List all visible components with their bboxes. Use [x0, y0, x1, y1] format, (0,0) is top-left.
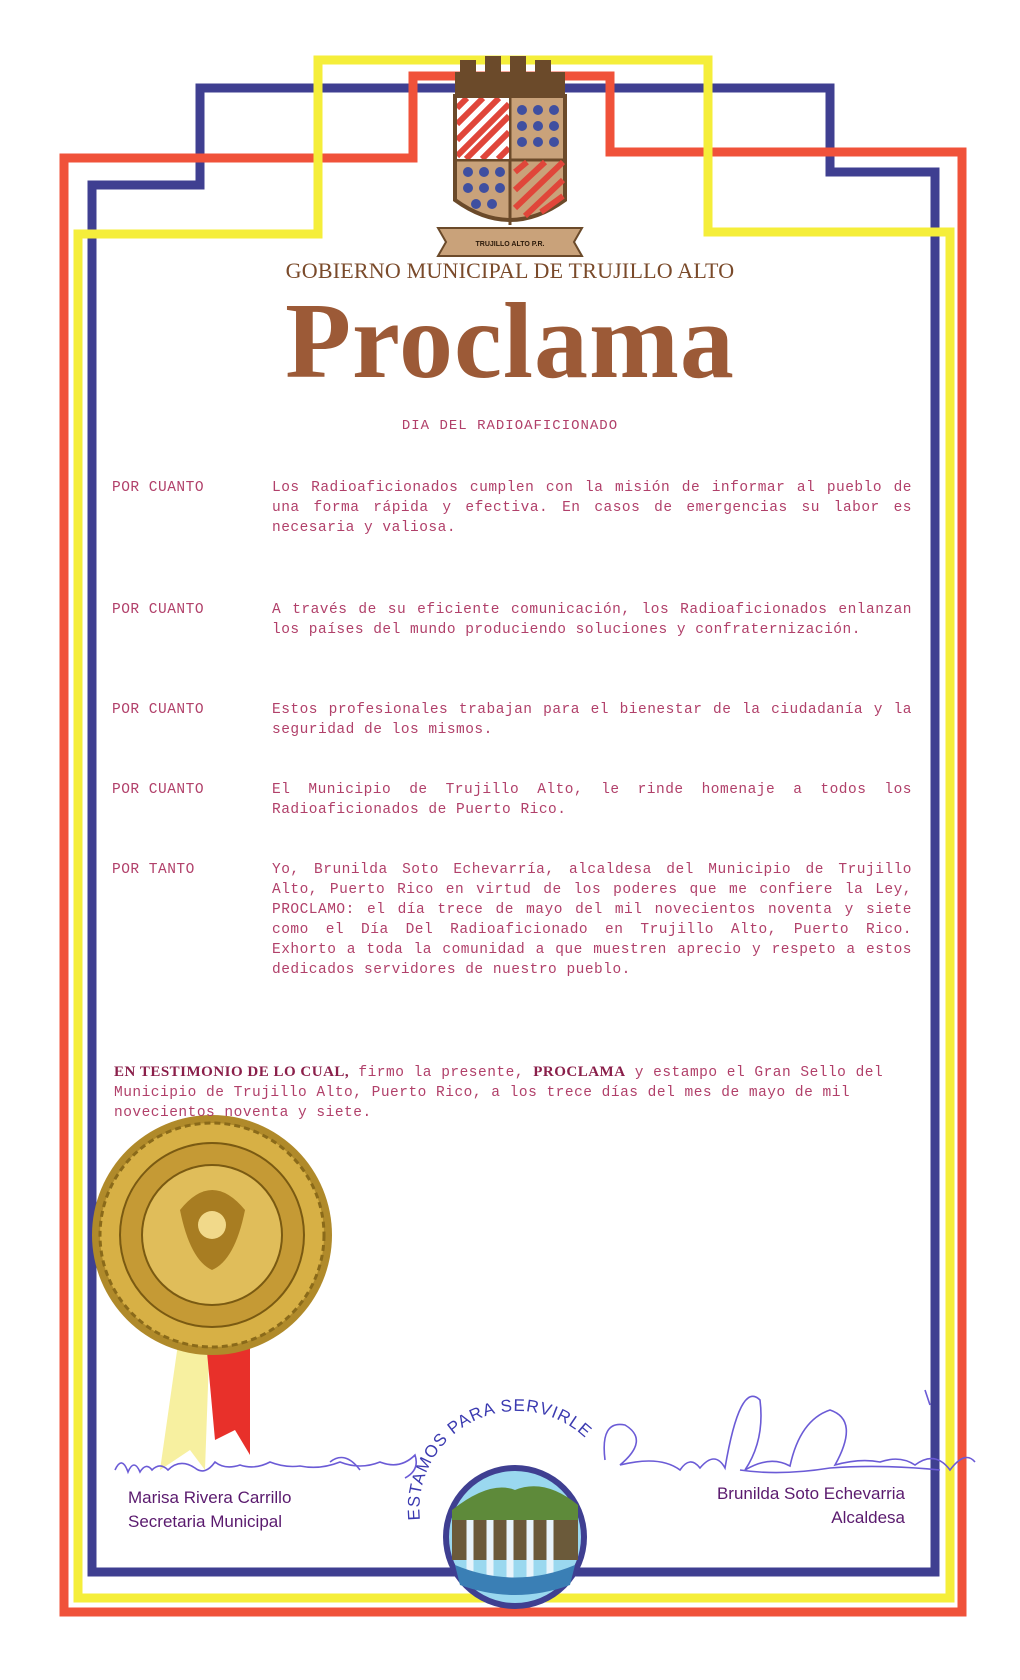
government-heading: GOBIERNO MUNICIPAL DE TRUJILLO ALTO [285, 258, 735, 283]
signatory-left-title: Secretaria Municipal [128, 1512, 283, 1531]
signatory-right-title: Alcaldesa [831, 1508, 905, 1527]
testimony-paragraph [114, 1062, 914, 1123]
emblem-motto: ESTAMOS PARA SERVIRLE [404, 1395, 596, 1521]
clause-text: El Municipio de Trujillo Alto, le rinde homenaje a todos los Radioaficionados de Puerto Rico. [272, 782, 912, 818]
testimony-part2: y estampo el Gran Sello del Municipio de Trujillo Alto, Puerto Rico, a los trece días del mes de mayo de mil novecientos noventa y siete. [114, 1065, 884, 1121]
clause-text: Yo, Brunilda Soto Echevarría, alcaldesa del Municipio de Trujillo Alto, Puerto Rico en virtud de los poderes que me confiere la Ley, PROCLAMO: el día trece de mayo del mil novecientos noventa y siete como el Día Del Radioaficionado en Trujillo Alto, Puerto Rico. Exhorto a toda la comunidad a que muestren aprecio y respeto a estos dedicados servidores de nuestro pueblo. [272, 862, 912, 978]
clause-text: Los Radioaficionados cumplen con la misión de informar al pueblo de una forma rápida y efectiva. En casos de emergencias su labor es necesaria y valiosa. [272, 480, 912, 536]
testimony-lead: EN TESTIMONIO DE LO CUAL, [114, 1064, 350, 1080]
clause-label: POR CUANTO [112, 702, 205, 718]
gold-seal [92, 1115, 332, 1470]
testimony-proclama: PROCLAMA [533, 1064, 626, 1080]
document-title: Proclama [285, 282, 735, 401]
document-subtitle: DIA DEL RADIOAFICIONADO [401, 418, 619, 434]
clause-text: Estos profesionales trabajan para el bienestar de la ciudadanía y la seguridad de los mismos. [272, 702, 912, 738]
crest-caption: TRUJILLO ALTO P.R. [475, 241, 545, 248]
signatory-left [128, 1486, 291, 1534]
clause-label: POR CUANTO [112, 602, 205, 618]
clause-5 [112, 860, 912, 980]
clause-2 [112, 600, 912, 640]
signature-right [604, 1390, 975, 1473]
clause-3 [112, 700, 912, 740]
clause-label: POR CUANTO [112, 480, 205, 496]
clause-text: A través de su eficiente comunicación, los Radioaficionados enlanzan los países del mundo produciendo soluciones y confraternización. [272, 602, 912, 638]
clause-1 [112, 478, 912, 538]
signatory-right [640, 1482, 905, 1530]
signatory-right-name: Brunilda Soto Echevarria [716, 1484, 905, 1503]
clause-4 [112, 780, 912, 820]
crest-emblem [438, 56, 582, 256]
signatory-left-name: Marisa Rivera Carrillo [128, 1488, 292, 1507]
municipal-emblem [404, 1396, 596, 1609]
clause-label: POR TANTO [112, 862, 195, 878]
clause-label: POR CUANTO [112, 782, 205, 798]
signature-left [115, 1455, 416, 1478]
testimony-part1: firmo la presente, [349, 1065, 534, 1081]
